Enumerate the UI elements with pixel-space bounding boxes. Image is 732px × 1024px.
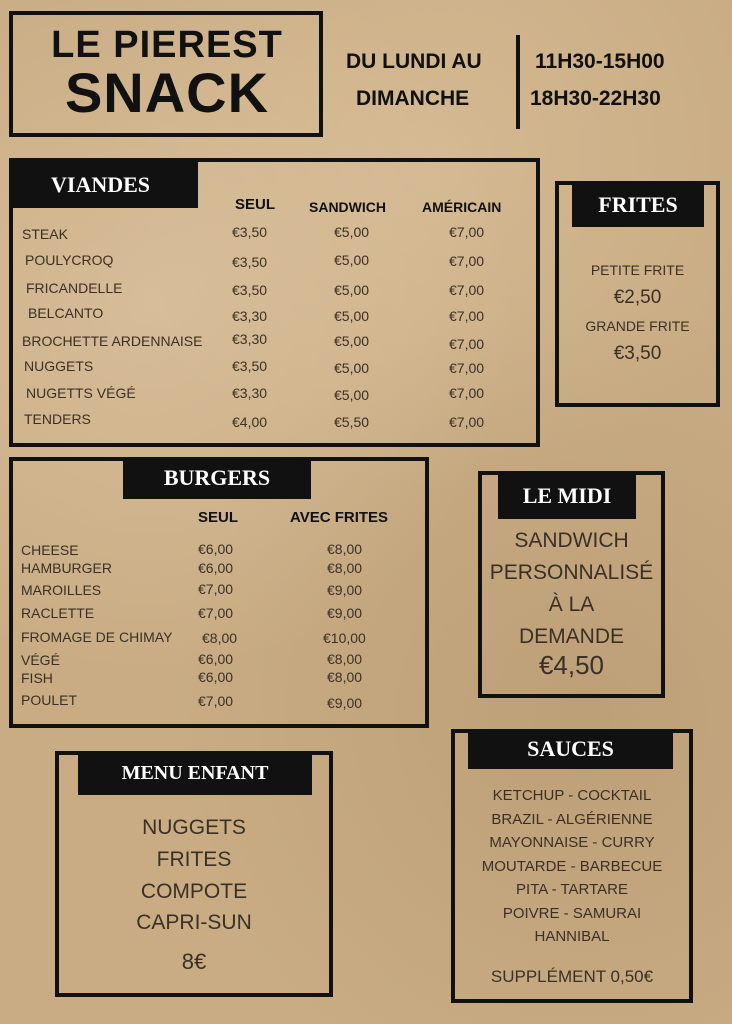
opening-days-line2: DIMANCHE [356,87,470,110]
viandes-item-name: NUGETTS VÉGÉ [26,385,136,401]
burgers-item-name: MAROILLES [21,582,102,598]
burgers-item-price: €8,00 [327,541,363,557]
viandes-item-price: €7,00 [449,336,485,352]
enfant-item-2: FRITES [156,848,232,871]
enfant-item-4: CAPRI-SUN [136,911,252,934]
frites-large-label: GRANDE FRITE [585,318,690,334]
midi-line-4: DEMANDE [518,625,624,648]
midi-line-3: À LA [548,593,595,616]
enfant-item-1: NUGGETS [142,816,246,839]
viandes-item-price: €5,00 [334,333,370,349]
burgers-item-price: €8,00 [327,651,363,667]
viandes-item-price: €7,00 [449,253,485,269]
burgers-item-price: €9,00 [327,605,363,621]
burgers-item-name: FROMAGE DE CHIMAY [21,629,173,645]
viandes-item-price: €7,00 [449,414,485,430]
viandes-item-price: €7,00 [449,224,485,240]
sauce-line: POIVRE - SAMURAI [502,904,642,922]
viandes-item-name: BELCANTO [28,305,104,321]
burgers-item-price: €8,00 [327,669,363,685]
enfant-title: MENU ENFANT [78,751,312,795]
viandes-col-seul: SEUL [235,196,276,213]
opening-hours-line2: 18H30-22H30 [530,87,661,110]
frites-title: FRITES [572,182,704,227]
burgers-item-price: €9,00 [327,582,363,598]
burgers-item-price: €7,00 [198,605,234,621]
burgers-item-name: VÉGÉ [21,652,60,668]
viandes-title: VIANDES [13,162,198,208]
sauces-title: SAUCES [468,729,673,769]
viandes-item-price: €5,50 [334,414,370,430]
burgers-item-name: RACLETTE [21,605,95,621]
burgers-col-avec-frites: AVEC FRITES [290,509,389,526]
viandes-item-price: €7,00 [449,360,485,376]
midi-price: €4,50 [538,650,605,680]
burgers-item-price: €8,00 [327,560,363,576]
sauce-line: PITA - TARTARE [516,881,628,898]
viandes-item-price: €5,00 [334,308,370,324]
burgers-item-price: €6,00 [198,541,234,557]
burgers-item-price: €6,00 [198,669,234,685]
viandes-item-name: POULYCROQ [25,252,114,268]
viandes-item-price: €5,00 [334,282,370,298]
restaurant-name-line1: LE PIEREST [51,24,283,66]
viandes-item-price: €5,00 [334,224,370,240]
burgers-item-price: €10,00 [323,630,366,646]
burgers-item-price: €8,00 [202,630,238,646]
burgers-item-name: CHEESE [21,542,79,558]
viandes-item-price: €7,00 [449,282,485,298]
enfant-price: 8€ [181,949,207,974]
burgers-item-price: €9,00 [327,695,363,711]
burgers-item-price: €6,00 [198,651,234,667]
opening-days-line1: DU LUNDI AU [346,50,482,73]
sauce-line: BRAZIL - ALGÉRIENNE [491,810,653,828]
viandes-item-price: €3,50 [232,254,268,270]
midi-line-2: PERSONNALISÉ [489,561,654,584]
frites-large-price: €3,50 [613,343,662,364]
viandes-item-price: €3,30 [232,385,268,401]
burgers-item-price: €7,00 [198,581,234,597]
burgers-item-price: €7,00 [198,693,234,709]
restaurant-name-line2: SNACK [64,61,270,124]
viandes-item-name: FRICANDELLE [26,280,123,296]
burgers-item-name: FISH [21,670,53,686]
viandes-item-price: €4,00 [232,414,268,430]
viandes-item-price: €3,30 [232,308,268,324]
viandes-item-price: €3,50 [232,282,268,298]
viandes-item-price: €3,30 [232,331,268,347]
burgers-item-name: HAMBURGER [21,560,113,576]
header-divider [516,35,520,129]
viandes-item-price: €3,50 [232,224,268,240]
viandes-col-americain: AMÉRICAIN [422,199,502,215]
midi-line-1: SANDWICH [514,529,629,552]
midi-title: LE MIDI [498,473,636,519]
viandes-item-price: €5,00 [334,252,370,268]
frites-small-label: PETITE FRITE [590,262,685,278]
viandes-item-price: €5,00 [334,360,370,376]
frites-small-price: €2,50 [613,287,662,308]
burgers-item-price: €6,00 [198,560,234,576]
sauce-line: MAYONNAISE - CURRY [489,834,655,851]
viandes-item-price: €7,00 [449,308,485,324]
viandes-col-sandwich: SANDWICH [309,199,386,215]
sauce-line: MOUTARDE - BARBECUE [481,857,663,875]
burgers-col-seul: SEUL [198,509,239,526]
viandes-item-name: TENDERS [24,411,91,427]
burgers-title: BURGERS [123,457,311,499]
viandes-item-price: €5,00 [334,387,370,403]
sauce-line: KETCHUP - COCKTAIL [492,787,652,804]
enfant-item-3: COMPOTE [140,880,248,903]
opening-hours-line1: 11H30-15H00 [535,50,665,73]
sauces-supplement: SUPPLÉMENT 0,50€ [490,967,654,986]
viandes-item-price: €7,00 [449,385,485,401]
burgers-item-name: POULET [21,692,78,708]
viandes-item-name: BROCHETTE ARDENNAISE [22,333,203,349]
viandes-item-name: STEAK [22,226,68,242]
viandes-item-price: €3,50 [232,358,268,374]
sauce-line: HANNIBAL [534,928,610,945]
viandes-item-name: NUGGETS [24,358,94,374]
